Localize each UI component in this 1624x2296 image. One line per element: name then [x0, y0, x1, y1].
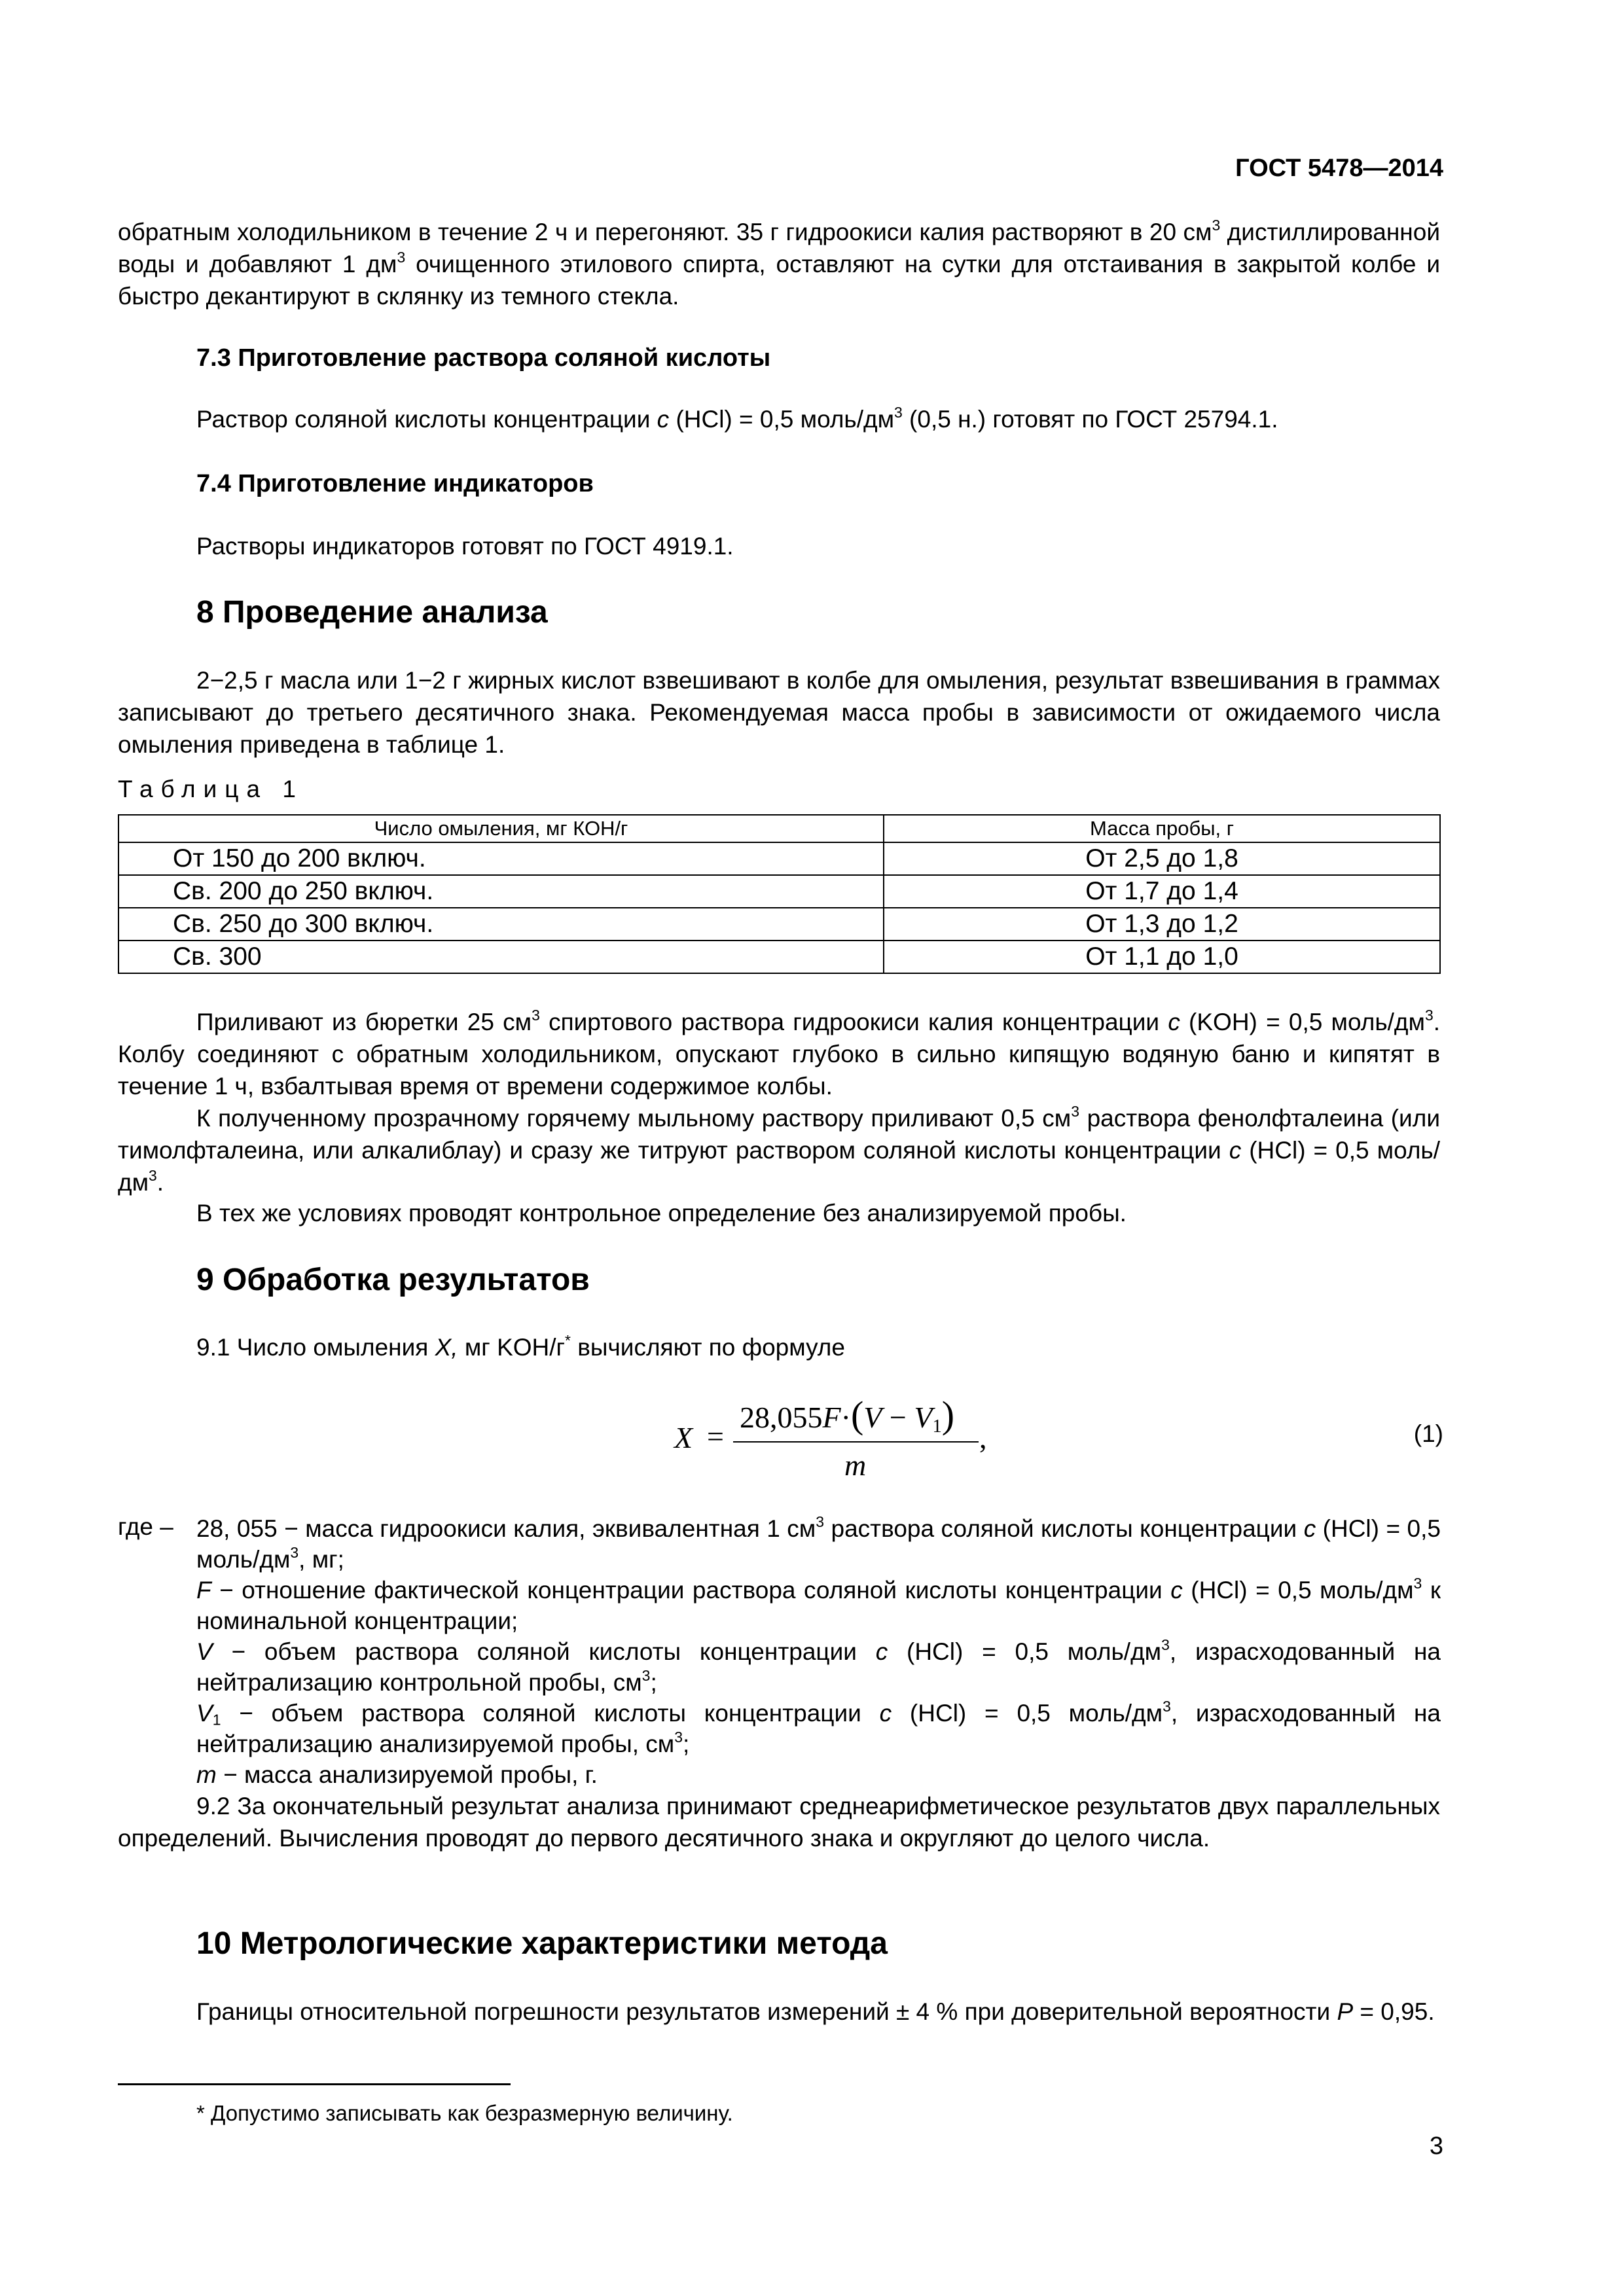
- section-7-3-text: Раствор соляной кислоты концентрации c (HCl) = 0,5 моль/$дм^3$ (0,5 н.) готовят по ГОСТ 25794.1.: [196, 404, 1278, 433]
- table-header-cell: Число омыления, мг КОН/г: [118, 815, 884, 842]
- table-header-row: [118, 815, 1440, 842]
- section-9-title: 9 Обработка результатов: [196, 1263, 590, 1297]
- saponification-formula: X = $28,055F\cdot(V - V_1)$ m ,: [674, 1393, 987, 1482]
- definition-1: 28, 055 − масса гидроокиси калия, эквивалентная 1 $см^3$ раствора соляной кислоты концентрации c (HCl) = 0,5 моль/$дм^3$, мг;: [196, 1513, 1441, 1573]
- formula-numerator: $28,055F\cdot(V - V_1)$: [740, 1393, 955, 1437]
- table-cell: От 1,7 до 1,4: [884, 875, 1440, 908]
- procedure-paragraph-1: Приливают из бюретки 25 $см^3$ спиртового раствора гидроокиси калия концентрации c (KOH) = 0,5 моль/$дм^3$. Колбу соединяют с обратным холодильником, опускают глубоко в сильно кипящую водяную баню и кипятят в течение 1 ч, взбалтывая время от времени содержимое колбы.: [118, 1007, 1440, 1100]
- definition-2: F − отношение фактической концентрации раствора соляной кислоты концентрации c (HCl) = 0,5 моль/$дм^3$ к номинальной концентрации;: [196, 1575, 1441, 1634]
- section-8-text: 2−2,5 г масла или 1−2 г жирных кислот взвешивают в колбе для омыления, результат взвешивания в граммах записывают до третьего десятичного знака. Рекомендуемая масса пробы в зависимости от ожидаемого числа омыления приведена в таблице 1.: [118, 667, 1440, 758]
- table-caption: Таблица 1: [118, 776, 304, 802]
- table-row: [118, 875, 1440, 908]
- table-header-cell: Масса пробы, г: [884, 815, 1440, 842]
- section-9-2-text: 9.2 За окончательный результат анализа принимают среднеарифметическое результатов двух параллельных определений. Вычисления проводят до первого десятичного знака и округляют до целого числа.: [118, 1793, 1440, 1852]
- table-cell: От 150 до 200 включ.: [118, 842, 884, 875]
- section-9-1-text: 9.1 Число омыления X, мг KOH/г* вычисляют по формуле: [196, 1332, 845, 1361]
- fraction-bar: [733, 1441, 979, 1443]
- table-row: [118, 908, 1440, 941]
- formula-denominator: m: [844, 1448, 867, 1482]
- definition-4: $V_1$ − объем раствора соляной кислоты концентрации c (HCl) = 0,5 моль/$дм^3$, израсходованный на нейтрализацию анализируемой пробы, $см^3$;: [196, 1698, 1441, 1757]
- definition-3: V − объем раствора соляной кислоты концентрации c (HCl) = 0,5 моль/$дм^3$, израсходованный на нейтрализацию контрольной пробы, $см^3$;: [196, 1636, 1441, 1696]
- formula-number: (1): [1413, 1420, 1443, 1447]
- table-cell: От 1,1 до 1,0: [884, 941, 1440, 973]
- footnote-separator: [118, 2083, 511, 2085]
- procedure-paragraph-3: В тех же условиях проводят контрольное определение без анализируемой пробы.: [196, 1200, 1127, 1227]
- document-header: ГОСТ 5478—2014: [1235, 154, 1443, 182]
- section-8-title: 8 Проведение анализа: [196, 595, 548, 630]
- section-7-4-title: 7.4 Приготовление индикаторов: [196, 470, 594, 497]
- procedure-paragraph-2: К полученному прозрачному горячему мыльному раствору приливают 0,5 $см^3$ раствора фенолфталеина (или тимолфталеина, или алкалиблау) и сразу же титруют раствором соляной кислоты концентрации c (HCl) = 0,5 моль/$дм^3$.: [118, 1103, 1440, 1196]
- formula-lhs: X: [674, 1421, 693, 1454]
- saponification-table: [118, 814, 1441, 974]
- table-row: [118, 842, 1440, 875]
- formula-equals: =: [707, 1420, 724, 1453]
- definition-5: m − масса анализируемой пробы, г.: [196, 1761, 598, 1788]
- intro-line-1: обратным холодильником в течение 2 ч и перегоняют. 35 г гидроокиси калия растворяют в: [118, 219, 1143, 245]
- footnote: * Допустимо записывать как безразмерную величину.: [196, 2101, 733, 2125]
- where-label: где –: [118, 1513, 173, 1540]
- section-10-text: Границы относительной погрешности результатов измерений ± 4 % при доверительной вероятности P = 0,95.: [196, 1998, 1435, 2025]
- table-cell: Св. 300: [118, 941, 884, 973]
- table-cell: От 1,3 до 1,2: [884, 908, 1440, 941]
- table-cell: От 2,5 до 1,8: [884, 842, 1440, 875]
- table-row: [118, 941, 1440, 973]
- table-cell: Св. 250 до 300 включ.: [118, 908, 884, 941]
- intro-paragraph: обратным холодильником в течение 2 ч и перегоняют. 35 г гидроокиси калия растворяют в 20 $см^3$ дистиллированной воды и добавляют 1 $дм^3$ очищенного этилового спирта, оставляют на сутки для отстаивания в закрытой колбе и быстро декантируют в склянку из темного стекла.: [118, 217, 1441, 310]
- section-10-title: 10 Метрологические характеристики метода: [196, 1926, 888, 1961]
- section-7-3-title: 7.3 Приготовление раствора соляной кислоты: [196, 344, 771, 372]
- page-number: 3: [1429, 2132, 1443, 2160]
- section-7-4-text: Растворы индикаторов готовят по ГОСТ 4919.1.: [196, 533, 734, 560]
- table-cell: Св. 200 до 250 включ.: [118, 875, 884, 908]
